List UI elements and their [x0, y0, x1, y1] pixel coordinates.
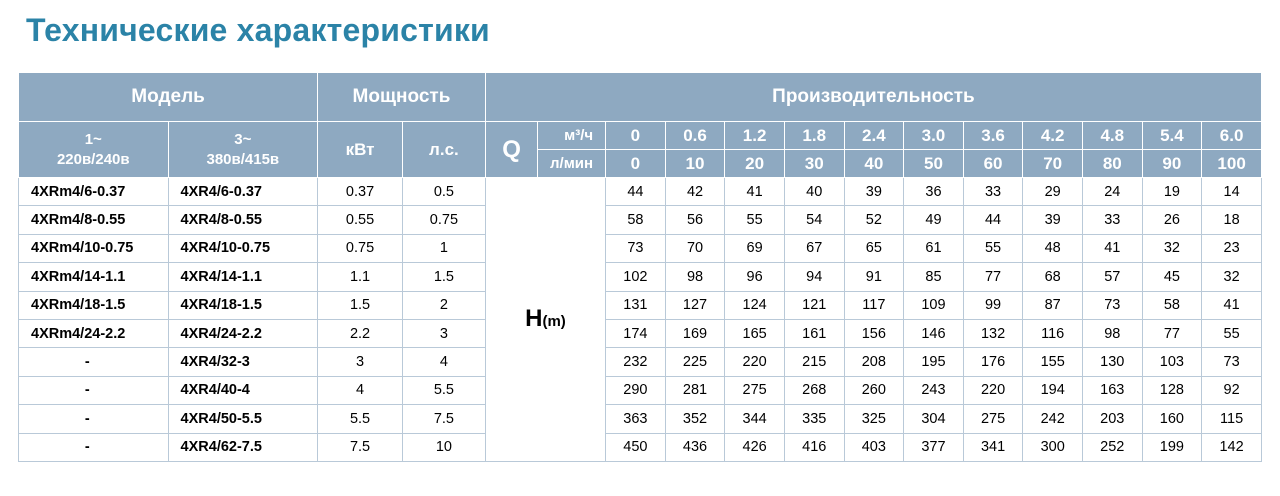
header-kw: кВт: [318, 122, 403, 178]
table-body: [19, 178, 1262, 462]
power-hp: 7.5: [402, 405, 485, 433]
flow-lmin-value: 20: [725, 150, 785, 178]
power-kw: 0.55: [318, 206, 403, 234]
head-value: 77: [1142, 319, 1202, 347]
head-value: 109: [904, 291, 964, 319]
header-three-phase-line2: 380в/415в: [206, 150, 280, 168]
head-value: 58: [1142, 291, 1202, 319]
power-kw: 0.75: [318, 234, 403, 262]
head-value: 220: [963, 376, 1023, 404]
head-value: 363: [606, 405, 666, 433]
head-value: 194: [1023, 376, 1083, 404]
model-three-phase: 4XR4/40-4: [168, 376, 318, 404]
header-three-phase: [168, 122, 318, 178]
head-value: 44: [606, 178, 666, 206]
head-value: 156: [844, 319, 904, 347]
flow-lmin-value: 0: [606, 150, 666, 178]
header-power: Мощность: [318, 73, 486, 122]
power-hp: 3: [402, 319, 485, 347]
flow-lmin-value: 90: [1142, 150, 1202, 178]
table-row: [19, 263, 1262, 291]
head-value: 68: [1023, 263, 1083, 291]
head-value: 44: [963, 206, 1023, 234]
head-value: 24: [1082, 178, 1142, 206]
head-value: 436: [665, 433, 725, 461]
power-hp: 1.5: [402, 263, 485, 291]
head-value: 161: [784, 319, 844, 347]
model-three-phase: 4XR4/6-0.37: [168, 178, 318, 206]
head-value: 58: [606, 206, 666, 234]
head-value: 341: [963, 433, 1023, 461]
head-value: 73: [1202, 348, 1262, 376]
head-value: 49: [904, 206, 964, 234]
flow-m3h-value: 1.8: [784, 122, 844, 150]
model-single-phase: -: [19, 348, 169, 376]
head-value: 225: [665, 348, 725, 376]
head-value: 14: [1202, 178, 1262, 206]
head-value: 344: [725, 405, 785, 433]
head-label: [485, 178, 605, 462]
model-three-phase: 4XR4/50-5.5: [168, 405, 318, 433]
head-value: 54: [784, 206, 844, 234]
power-kw: 1.1: [318, 263, 403, 291]
head-symbol: H: [525, 305, 543, 333]
head-value: 32: [1142, 234, 1202, 262]
head-value: 69: [725, 234, 785, 262]
head-value: 117: [844, 291, 904, 319]
header-model: Модель: [19, 73, 318, 122]
header-single-phase: [19, 122, 169, 178]
spec-table: [18, 72, 1262, 462]
table-header: [19, 73, 1262, 178]
head-value: 403: [844, 433, 904, 461]
head-value: 176: [963, 348, 1023, 376]
head-value: 61: [904, 234, 964, 262]
head-value: 45: [1142, 263, 1202, 291]
model-single-phase: 4XRm4/10-0.75: [19, 234, 169, 262]
head-value: 169: [665, 319, 725, 347]
model-single-phase: 4XRm4/6-0.37: [19, 178, 169, 206]
flow-lmin-value: 70: [1023, 150, 1083, 178]
power-hp: 1: [402, 234, 485, 262]
head-value: 243: [904, 376, 964, 404]
flow-m3h-value: 2.4: [844, 122, 904, 150]
head-value: 325: [844, 405, 904, 433]
model-single-phase: 4XRm4/8-0.55: [19, 206, 169, 234]
head-value: 268: [784, 376, 844, 404]
head-value: 65: [844, 234, 904, 262]
header-single-phase-line1: 1~: [84, 130, 102, 148]
flow-m3h-value: 0.6: [665, 122, 725, 150]
table-row: [19, 291, 1262, 319]
header-hp: л.с.: [402, 122, 485, 178]
head-value: 121: [784, 291, 844, 319]
head-value: 96: [725, 263, 785, 291]
head-value: 275: [725, 376, 785, 404]
head-value: 19: [1142, 178, 1202, 206]
head-value: 29: [1023, 178, 1083, 206]
model-three-phase: 4XR4/10-0.75: [168, 234, 318, 262]
power-hp: 0.75: [402, 206, 485, 234]
head-value: 36: [904, 178, 964, 206]
head-value: 52: [844, 206, 904, 234]
head-value: 67: [784, 234, 844, 262]
head-value: 85: [904, 263, 964, 291]
header-single-phase-line2: 220в/240в: [56, 150, 130, 168]
head-value: 48: [1023, 234, 1083, 262]
head-value: 304: [904, 405, 964, 433]
head-value: 416: [784, 433, 844, 461]
header-performance: Производительность: [485, 73, 1261, 122]
head-value: 199: [1142, 433, 1202, 461]
head-value: 163: [1082, 376, 1142, 404]
model-three-phase: 4XR4/8-0.55: [168, 206, 318, 234]
flow-lmin-value: 60: [963, 150, 1023, 178]
flow-lmin-value: 50: [904, 150, 964, 178]
flow-m3h-value: 3.6: [963, 122, 1023, 150]
table-row: [19, 433, 1262, 461]
head-value: 94: [784, 263, 844, 291]
head-value: 124: [725, 291, 785, 319]
head-value: 57: [1082, 263, 1142, 291]
power-kw: 0.37: [318, 178, 403, 206]
model-single-phase: 4XRm4/14-1.1: [19, 263, 169, 291]
page-title: Технические характеристики: [26, 12, 490, 48]
flow-m3h-value: 4.2: [1023, 122, 1083, 150]
head-value: 155: [1023, 348, 1083, 376]
head-value: 242: [1023, 405, 1083, 433]
table-row: [19, 376, 1262, 404]
power-kw: 3: [318, 348, 403, 376]
head-value: 103: [1142, 348, 1202, 376]
head-value: 300: [1023, 433, 1083, 461]
flow-m3h-value: 4.8: [1082, 122, 1142, 150]
header-unit-lmin: л/мин: [538, 150, 606, 178]
flow-lmin-value: 40: [844, 150, 904, 178]
head-value: 18: [1202, 206, 1262, 234]
head-value: 55: [1202, 319, 1262, 347]
head-value: 290: [606, 376, 666, 404]
head-value: 33: [963, 178, 1023, 206]
head-value: 195: [904, 348, 964, 376]
flow-lmin-value: 10: [665, 150, 725, 178]
model-single-phase: 4XRm4/18-1.5: [19, 291, 169, 319]
head-value: 208: [844, 348, 904, 376]
flow-lmin-value: 100: [1202, 150, 1262, 178]
head-value: 132: [963, 319, 1023, 347]
model-three-phase: 4XR4/24-2.2: [168, 319, 318, 347]
head-value: 98: [665, 263, 725, 291]
power-kw: 5.5: [318, 405, 403, 433]
head-value: 41: [1202, 291, 1262, 319]
head-value: 450: [606, 433, 666, 461]
head-value: 275: [963, 405, 1023, 433]
head-value: 32: [1202, 263, 1262, 291]
head-value: 33: [1082, 206, 1142, 234]
head-value: 130: [1082, 348, 1142, 376]
flow-m3h-value: 6.0: [1202, 122, 1262, 150]
power-hp: 5.5: [402, 376, 485, 404]
head-value: 92: [1202, 376, 1262, 404]
head-value: 87: [1023, 291, 1083, 319]
flow-m3h-value: 0: [606, 122, 666, 150]
table-row: [19, 348, 1262, 376]
flow-m3h-value: 3.0: [904, 122, 964, 150]
head-value: 426: [725, 433, 785, 461]
head-value: 215: [784, 348, 844, 376]
flow-lmin-value: 30: [784, 150, 844, 178]
head-value: 203: [1082, 405, 1142, 433]
head-value: 39: [1023, 206, 1083, 234]
head-value: 165: [725, 319, 785, 347]
table-row: [19, 319, 1262, 347]
table-row: [19, 234, 1262, 262]
model-three-phase: 4XR4/32-3: [168, 348, 318, 376]
flow-m3h-value: 1.2: [725, 122, 785, 150]
head-value: 70: [665, 234, 725, 262]
header-three-phase-line1: 3~: [234, 130, 252, 148]
flow-lmin-value: 80: [1082, 150, 1142, 178]
flow-m3h-value: 5.4: [1142, 122, 1202, 150]
head-value: 220: [725, 348, 785, 376]
power-hp: 0.5: [402, 178, 485, 206]
head-value: 77: [963, 263, 1023, 291]
header-q-symbol: Q: [485, 122, 538, 178]
table-row: [19, 405, 1262, 433]
head-value: 142: [1202, 433, 1262, 461]
head-value: 174: [606, 319, 666, 347]
table-row: [19, 178, 1262, 206]
power-kw: 4: [318, 376, 403, 404]
head-value: 73: [606, 234, 666, 262]
head-value: 260: [844, 376, 904, 404]
head-value: 127: [665, 291, 725, 319]
head-value: 116: [1023, 319, 1083, 347]
head-value: 91: [844, 263, 904, 291]
model-single-phase: -: [19, 405, 169, 433]
power-kw: 2.2: [318, 319, 403, 347]
power-hp: 4: [402, 348, 485, 376]
head-value: 26: [1142, 206, 1202, 234]
head-value: 42: [665, 178, 725, 206]
head-value: 252: [1082, 433, 1142, 461]
power-kw: 7.5: [318, 433, 403, 461]
head-value: 41: [1082, 234, 1142, 262]
head-value: 41: [725, 178, 785, 206]
head-value: 232: [606, 348, 666, 376]
head-value: 377: [904, 433, 964, 461]
model-three-phase: 4XR4/62-7.5: [168, 433, 318, 461]
head-value: 55: [725, 206, 785, 234]
model-three-phase: 4XR4/14-1.1: [168, 263, 318, 291]
head-value: 128: [1142, 376, 1202, 404]
head-value: 40: [784, 178, 844, 206]
model-single-phase: -: [19, 376, 169, 404]
head-value: 23: [1202, 234, 1262, 262]
head-unit: (m): [542, 313, 566, 331]
head-value: 281: [665, 376, 725, 404]
head-value: 146: [904, 319, 964, 347]
head-value: 352: [665, 405, 725, 433]
head-value: 115: [1202, 405, 1262, 433]
table-row: [19, 206, 1262, 234]
head-value: 131: [606, 291, 666, 319]
head-value: 335: [784, 405, 844, 433]
power-hp: 2: [402, 291, 485, 319]
model-single-phase: -: [19, 433, 169, 461]
head-value: 56: [665, 206, 725, 234]
model-three-phase: 4XR4/18-1.5: [168, 291, 318, 319]
model-single-phase: 4XRm4/24-2.2: [19, 319, 169, 347]
header-unit-m3h: м³/ч: [538, 122, 606, 150]
head-value: 39: [844, 178, 904, 206]
head-value: 98: [1082, 319, 1142, 347]
power-hp: 10: [402, 433, 485, 461]
head-value: 55: [963, 234, 1023, 262]
head-value: 73: [1082, 291, 1142, 319]
head-value: 160: [1142, 405, 1202, 433]
head-value: 99: [963, 291, 1023, 319]
power-kw: 1.5: [318, 291, 403, 319]
head-value: 102: [606, 263, 666, 291]
